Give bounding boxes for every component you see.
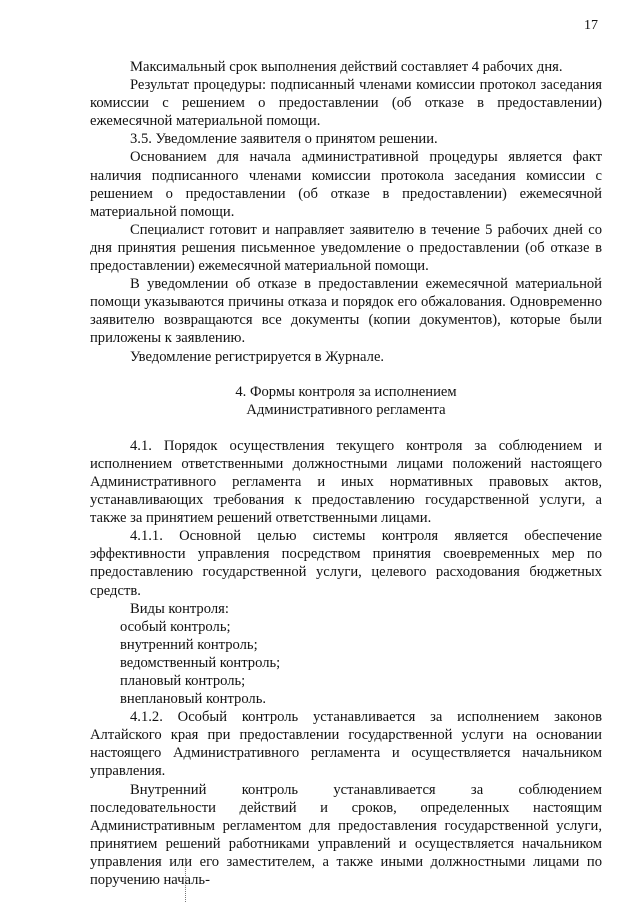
list-item: плановый контроль; bbox=[120, 673, 246, 689]
paragraph-clause-4-1-1: 4.1.1. Основной целью системы контроля является обеспечение эффективности управления посредством принятия своевременных мер по предоставлению государственной услуги, целевого расходования бюджетных средств. bbox=[90, 528, 602, 599]
paragraph-notice-registration: Уведомление регистрируется в Журнале. bbox=[130, 348, 385, 365]
paragraph-procedure-result: Результат процедуры: подписанный членами комиссии протокол заседания комиссии с решением о предоставлении (об отказе в предоставлении) ежемесячной материальной помощи. bbox=[90, 77, 602, 130]
list-item: ведомственный контроль; bbox=[120, 654, 281, 671]
control-types-title: Виды контроля: bbox=[130, 600, 229, 617]
list-item: особый контроль; bbox=[120, 618, 231, 635]
list-item: внутренний контроль; bbox=[120, 636, 258, 653]
binding-mark bbox=[185, 858, 186, 902]
section-heading-4 bbox=[90, 383, 602, 419]
paragraph-clause-3-5: 3.5. Уведомление заявителя о принятом решении. bbox=[130, 131, 438, 148]
paragraph-specialist-notice: Специалист готовит и направляет заявителю в течение 5 рабочих дней со дня принятия решения письменное уведомление о предоставлении (об отказе в предоставлении) ежемесячной материальной помощи. bbox=[90, 221, 602, 275]
paragraph-clause-4-1: 4.1. Порядок осуществления текущего контроля за соблюдением и исполнением ответственными должностными лицами положений настоящего Административного регламента и иных нормативных правовых актов, устанавливающих требования к предоставлению государственной услуги, а также за принятием решений ответственными лицами. bbox=[90, 437, 602, 527]
document-body bbox=[90, 58, 602, 889]
page-number: 17 bbox=[584, 18, 598, 33]
control-types-list bbox=[90, 618, 602, 708]
paragraph-refusal-notice: В уведомлении об отказе в предоставлении ежемесячной материальной помощи указываются причины отказа и порядок его обжалования. Одновременно заявителю возвращаются все документы (копии документов), которые были приложены к заявлению. bbox=[90, 276, 602, 347]
paragraph-internal-control: Внутренний контроль устанавливается за соблюдением последовательности действий и сроков, определенных настоящим Административным регламентом для предоставления государственной услуги, принятием решений работниками управлений и осуществляется начальником управления или его заместителем, а также иными должностными лицами по поручению началь- bbox=[90, 781, 602, 889]
list-item: внеплановый контроль. bbox=[120, 691, 267, 708]
paragraph-max-term: Максимальный срок выполнения действий составляет 4 рабочих дня. bbox=[130, 59, 563, 75]
paragraph-procedure-basis: Основанием для начала административной процедуры является факт наличия подписанного членами комиссии протокола заседания комиссии с решением о предоставлении (об отказе в предоставлении) ежемесячной материальной помощи. bbox=[90, 149, 602, 220]
section-heading-line-1: 4. Формы контроля за исполнением bbox=[235, 383, 457, 400]
section-heading-line-2: Административного регламента bbox=[246, 401, 446, 418]
paragraph-clause-4-1-2: 4.1.2. Особый контроль устанавливается за исполнением законов Алтайского края при предоставлении государственной услуги на основании настоящего Административного регламента и осуществляется начальником управления. bbox=[90, 709, 602, 780]
